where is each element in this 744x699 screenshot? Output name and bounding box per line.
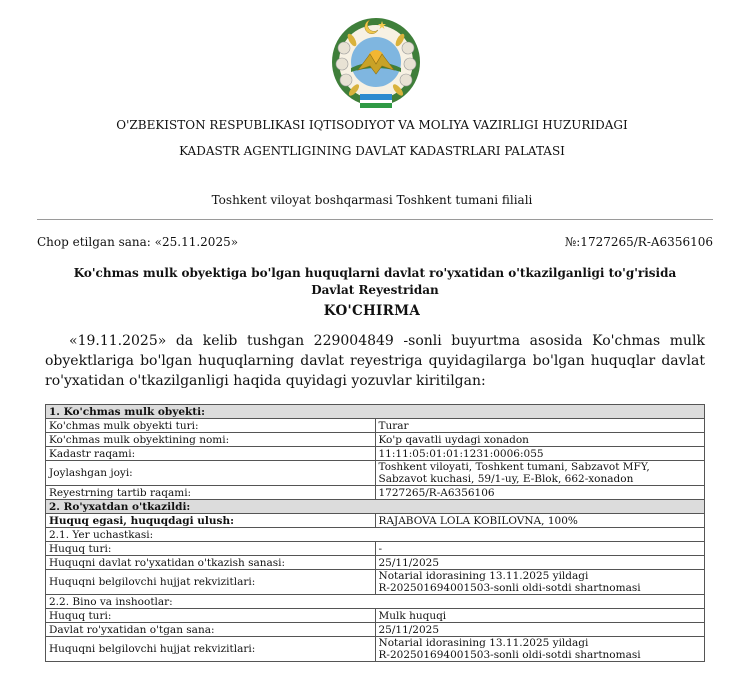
printed-date: Chop etilgan sana: «25.11.2025»: [37, 235, 239, 249]
row-value-line: Toshkent viloyati, Toshkent tumani, Sabzavot MFY,: [378, 461, 650, 473]
row-label: Huquq turi:: [46, 609, 376, 623]
row-value: [375, 637, 705, 662]
registry-table: [45, 404, 705, 662]
row-label: Joylashgan joyi:: [46, 461, 376, 486]
table-row: [46, 486, 705, 500]
row-value: 25/11/2025: [375, 623, 705, 637]
row-label: Huquqni belgilovchi hujjat rekvizitlari:: [46, 570, 376, 595]
state-emblem-icon: [330, 12, 422, 110]
table-row: [46, 623, 705, 637]
row-label: Huquqni belgilovchi hujjat rekvizitlari:: [46, 637, 376, 662]
branch-name: Toshkent viloyat boshqarmasi Toshkent tumani filiali: [211, 193, 533, 207]
table-row: [46, 461, 705, 486]
row-value-line: R-202501694001503-sonli oldi-sotdi shartnomasi: [378, 582, 641, 594]
row-value: Mulk huquqi: [375, 609, 705, 623]
row-value: 25/11/2025: [375, 556, 705, 570]
table-row: [46, 419, 705, 433]
table-row: [46, 447, 705, 461]
section-title: 1. Ko'chmas mulk obyekti:: [46, 405, 705, 419]
row-value-line: Notarial idorasining 13.11.2025 yildagi: [378, 637, 589, 649]
table-section-header: [46, 500, 705, 514]
row-value: 11:11:05:01:01:1231:0006:055: [375, 447, 705, 461]
row-label: Huquq turi:: [46, 542, 376, 556]
table-row: [46, 570, 705, 595]
row-label: Ko'chmas mulk obyekti turi:: [46, 419, 376, 433]
row-value-line: Sabzavot kuchasi, 59/1-uy, E-Blok, 662-xonadon: [378, 473, 634, 485]
row-label: Reyestrning tartib raqami:: [46, 486, 376, 500]
section-title: 2. Ro'yxatdan o'tkazildi:: [46, 500, 705, 514]
subsection-title: 2.2. Bino va inshootlar:: [46, 595, 705, 609]
document-title: Ko'chmas mulk obyektiga bo'lgan huquqlarni davlat ro'yxatidan o'tkazilganligi to'g'risida Davlat Reyestridan: [73, 266, 677, 297]
table-section-header: [46, 405, 705, 419]
table-row: [46, 433, 705, 447]
subsection-title: 2.1. Yer uchastkasi:: [46, 528, 705, 542]
table-row: [46, 556, 705, 570]
row-label: Davlat ro'yxatidan o'tgan sana:: [46, 623, 376, 637]
table-row: [46, 542, 705, 556]
table-subsection: [46, 595, 705, 609]
row-label: Ko'chmas mulk obyektining nomi:: [46, 433, 376, 447]
row-value: Ko'p qavatli uydagi xonadon: [375, 433, 705, 447]
organization-line-2: KADASTR AGENTLIGINING DAVLAT KADASTRLARI PALATASI: [179, 144, 565, 158]
row-value: [375, 461, 705, 486]
row-value: -: [375, 542, 705, 556]
intro-paragraph: «19.11.2025» da kelib tushgan 229004849 -sonli buyurtma asosida Ko'chmas mulk obyektlariga bo'lgan huquqlarning davlat reyestriga quyidagilarga bo'lgan huquqlar davlat ro'yxatidan o'tkazilganligi haqida quyidagi yozuvlar kiritilgan:: [45, 333, 705, 389]
table-row: [46, 637, 705, 662]
row-label: Kadastr raqami:: [46, 447, 376, 461]
organization-line-1: O'ZBEKISTON RESPUBLIKASI IQTISODIYOT VA MOLIYA VAZIRLIGI HUZURIDAGI: [116, 118, 628, 132]
header-divider: [37, 219, 713, 220]
row-value-line: Notarial idorasining 13.11.2025 yildagi: [378, 570, 589, 582]
row-label: Huquq egasi, huquqdagi ulush:: [46, 514, 376, 528]
table-subsection: [46, 528, 705, 542]
row-value: Turar: [375, 419, 705, 433]
row-value-line: R-202501694001503-sonli oldi-sotdi shartnomasi: [378, 649, 641, 661]
row-value: RAJABOVA LOLA KOBILOVNA, 100%: [375, 514, 705, 528]
document-number: №:1727265/R-A6356106: [564, 235, 713, 249]
row-value: [375, 570, 705, 595]
table-row: [46, 609, 705, 623]
row-value: 1727265/R-A6356106: [375, 486, 705, 500]
document-subtitle: KO'CHIRMA: [323, 303, 421, 319]
row-label: Huquqni davlat ro'yxatidan o'tkazish sanasi:: [46, 556, 376, 570]
table-row: [46, 514, 705, 528]
